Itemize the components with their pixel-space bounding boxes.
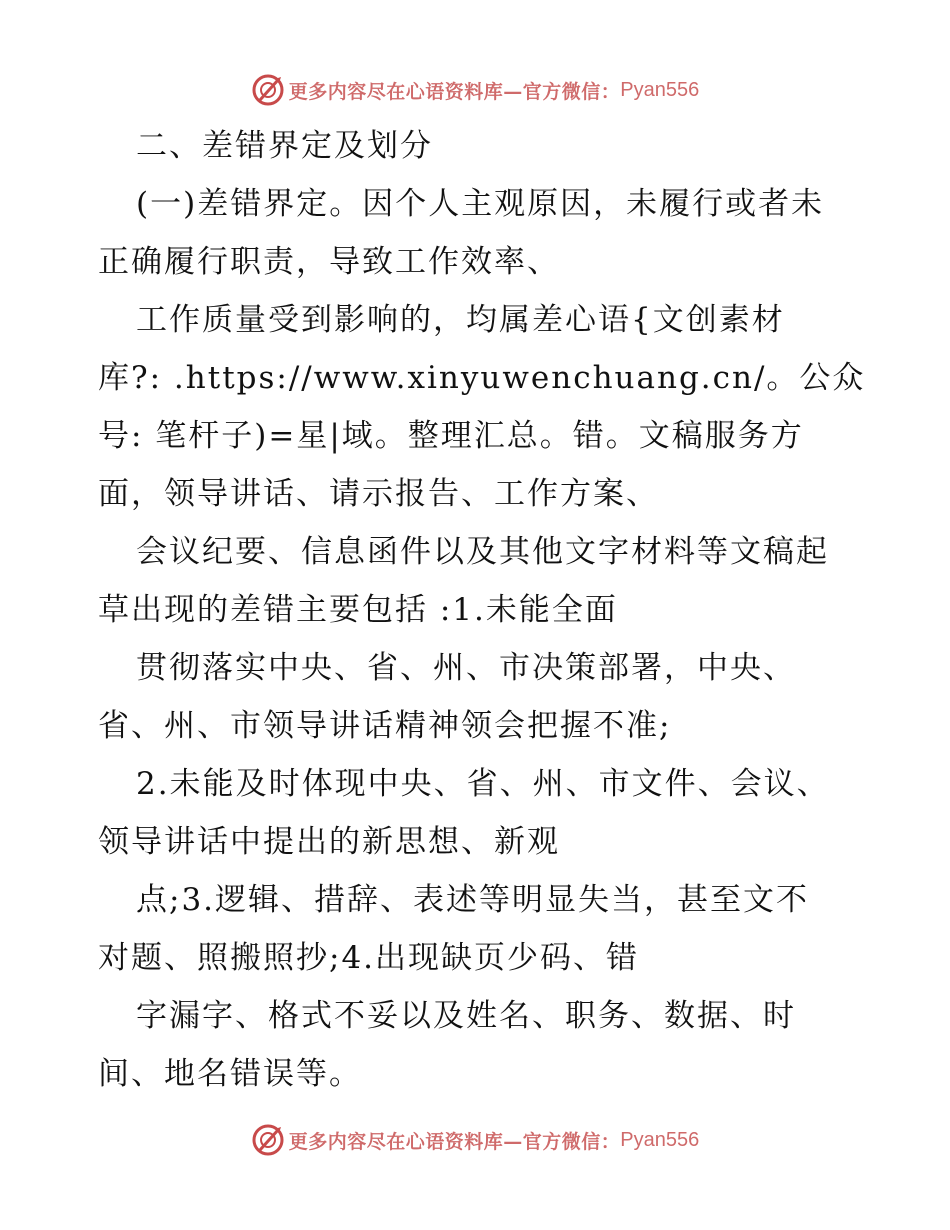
text-line: 号: 笔杆子)=星|域。整理汇总。错。文稿服务方 (98, 418, 804, 454)
watermark-banner-top (0, 70, 950, 110)
xinyu-logo-icon (251, 73, 285, 107)
text-line: 领导讲话中提出的新思想、新观 (98, 824, 560, 860)
document-body (98, 117, 866, 1103)
text-line: 草出现的差错主要包括 :1.未能全面 (98, 592, 618, 628)
text-line: 正确履行职责，导致工作效率、 (98, 244, 560, 280)
text-line: 贯彻落实中央、省、州、市决策部署，中央、 (136, 650, 796, 686)
text-line: 工作质量受到影响的，均属差心语{文创素材 (136, 302, 785, 338)
text-line: 库?: .https://www.xinyuwenchuang.cn/。公众 (98, 360, 866, 396)
text-line: (一)差错界定。因个人主观原因，未履行或者未 (136, 186, 825, 222)
watermark-wechat-id: Pyan556 (620, 78, 700, 101)
text-line: 二、差错界定及划分 (136, 128, 433, 164)
text-line: 省、州、市领导讲话精神领会把握不准; (98, 708, 672, 744)
xinyu-logo-icon (251, 1123, 285, 1157)
text-line: 面，领导讲话、请示报告、工作方案、 (98, 476, 659, 512)
text-line: 2.未能及时体现中央、省、州、市文件、会议、 (136, 766, 830, 802)
text-line: 字漏字、格式不妥以及姓名、职务、数据、时 (136, 998, 796, 1034)
text-line: 点;3.逻辑、措辞、表述等明显失当，甚至文不 (136, 882, 810, 918)
text-line: 间、地名错误等。 (98, 1056, 362, 1092)
watermark-text: 更多内容尽在心语资料库—官方微信： (288, 1130, 621, 1153)
watermark-banner-bottom (0, 1120, 950, 1160)
watermark-text: 更多内容尽在心语资料库—官方微信： (288, 80, 621, 103)
watermark-wechat-id: Pyan556 (620, 1128, 700, 1151)
text-line: 会议纪要、信息函件以及其他文字材料等文稿起 (136, 534, 829, 570)
text-line: 对题、照搬照抄;4.出现缺页少码、错 (98, 940, 640, 976)
